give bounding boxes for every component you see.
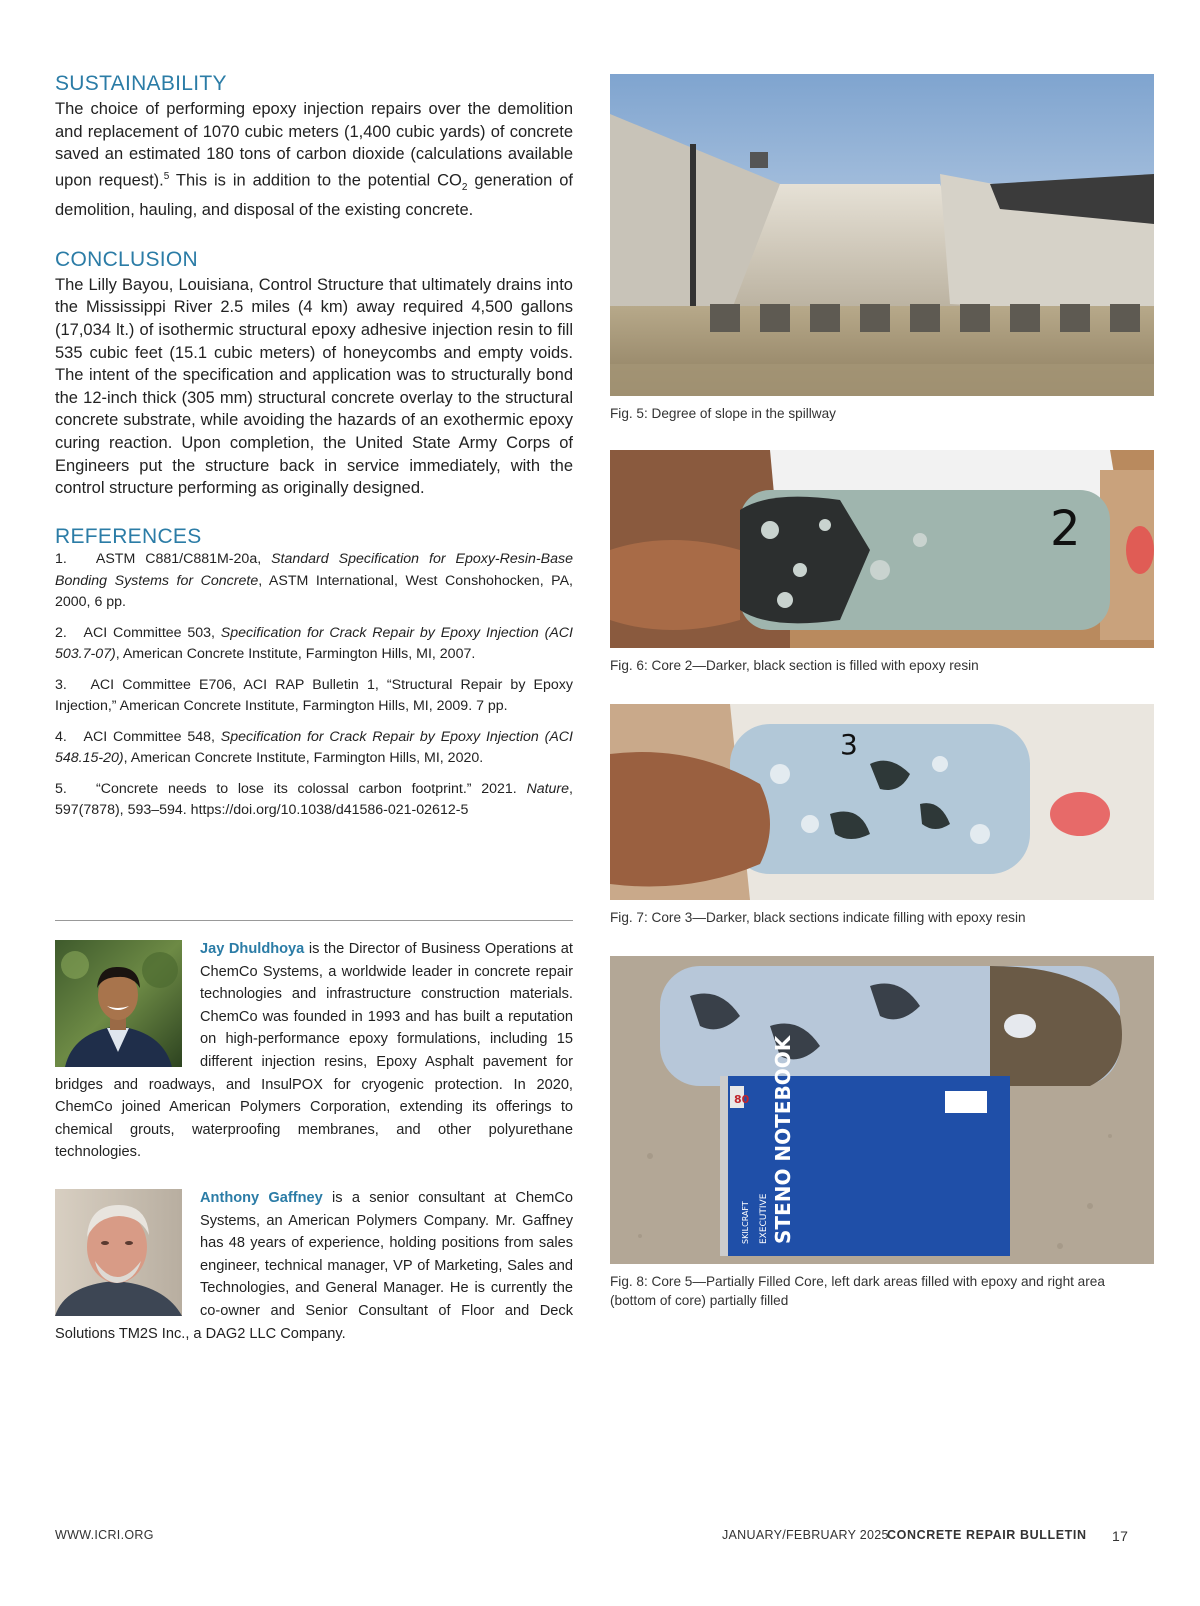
core-5-photo: [610, 956, 1154, 1264]
figure-7-caption: Fig. 7: Core 3—Darker, black sections indicate filling with epoxy resin: [610, 910, 1026, 925]
author-bio-text: is the Director of Business Operations at ChemCo Systems, a worldwide leader in concrete repair technologies and infrastructure construction materials. ChemCo was founded in 1993 and has built a reputation on high-performance epoxy formulations, including 15 different injection resins, Epoxy Asphalt pavement for bridges and roadways, and InsulPOX for cryogenic protection. In 2020, ChemCo joined American Polymers Corporation, extending its offerings to chemical grouts, waterproofing membranes, and other polyurethane technologies.: [55, 941, 573, 1161]
core-2-photo: [610, 450, 1154, 648]
author-bio-anthony: [55, 1187, 573, 1345]
notebook-count: 80: [734, 1093, 750, 1106]
sustainability-section: [55, 72, 573, 222]
author-name-jay: Jay Dhuldhoya: [200, 941, 305, 957]
conclusion-paragraph: The Lilly Bayou, Louisiana, Control Structure that ultimately drains into the Mississippi River 2.5 miles (4 km) away required 4,500 gallons (17,034 lt.) of isothermic structural epoxy adhesive injection resin to fill 535 cubic feet (15.1 cubic meters) of honeycombs and empty voids. The intent of the specification and application was to structurally bond the 12-inch thick (305 mm) structural concrete overlay to the structural concrete substrate, while avoiding the hazards of an exothermic epoxy curing reaction. Upon completion, the United State Army Corps of Engineers put the structure back in service immediately, with the control structure performing as originally designed.: [55, 275, 573, 498]
footer-publication: CONCRETE REPAIR BULLETIN: [887, 1528, 1087, 1542]
figure-7: [610, 704, 1154, 927]
notebook-brand: SKILCRAFT: [741, 1201, 750, 1244]
conclusion-heading: CONCLUSION: [55, 247, 199, 271]
notebook-title: STENO NOTEBOOK: [771, 1035, 795, 1244]
footer-issue: JANUARY/FEBRUARY 2025: [722, 1528, 889, 1542]
reference-item: 3. ACI Committee E706, ACI RAP Bulletin 1, “Structural Repair by Epoxy Injection,” American Concrete Institute, Farmington Hills, MI, 2009. 7 pp.: [55, 676, 573, 715]
left-column: [55, 72, 573, 848]
sustainability-heading: SUSTAINABILITY: [55, 72, 227, 95]
reference-item: 5. “Concrete needs to lose its colossal carbon footprint.” 2021. Nature, 597(7878), 593–594. https://doi.org/10.1038/d41586-021-02612-5: [55, 780, 573, 819]
figure-5-caption: Fig. 5: Degree of slope in the spillway: [610, 406, 836, 421]
references-section: [55, 526, 573, 822]
figure-6-caption: Fig. 6: Core 2—Darker, black section is filled with epoxy resin: [610, 658, 979, 673]
author-name-anthony: Anthony Gaffney: [200, 1190, 323, 1206]
figure-6: [610, 450, 1154, 675]
author-photo-jay: [55, 940, 182, 1067]
core-3-photo: [610, 704, 1154, 900]
conclusion-section: [55, 248, 573, 500]
author-photo-anthony: [55, 1189, 182, 1316]
core-3-mark: 3: [840, 728, 858, 761]
figure-8: [610, 956, 1154, 1310]
sustainability-paragraph: The choice of performing epoxy injection repairs over the demolition and replacement of 1070 cubic meters (1,400 cubic yards) of concrete saved an estimated 180 tons of carbon dioxide (calculations available upon request).$^5$ This is in addition to the potential $CO_2$ generation of demolition, hauling, and disposal of the existing concrete.: [55, 100, 573, 220]
author-bio-text: is a senior consultant at ChemCo Systems, an American Polymers Company. Mr. Gaffney has 48 years of experience, holding positions from sales engineer, technical manager, VP of Marketing, Sales and Technologies, and General Manager. He is currently the co-owner and Senior Consultant of Floor and Deck Solutions TM2S Inc., a DAG2 LLC Company.: [55, 1190, 573, 1342]
notebook-sub: EXECUTIVE: [759, 1193, 769, 1244]
references-heading: REFERENCES: [55, 524, 202, 548]
spillway-photo: [610, 74, 1154, 396]
bio-divider: [55, 920, 573, 921]
reference-item: 2. ACI Committee 503, Specification for Crack Repair by Epoxy Injection (ACI 503.7-07), American Concrete Institute, Farmington Hills, MI, 2007.: [55, 624, 573, 663]
footer-website: WWW.ICRI.ORG: [55, 1528, 154, 1542]
figure-5: [610, 74, 1154, 423]
figure-8-caption: Fig. 8: Core 5—Partially Filled Core, left dark areas filled with epoxy and right area (bottom of core) partially filled: [610, 1274, 1105, 1308]
footer-page-number: 17: [1112, 1528, 1129, 1544]
core-2-mark: 2: [1050, 501, 1081, 557]
reference-item: 1. ASTM C881/C881M-20a, Standard Specification for Epoxy-Resin-Base Bonding Systems for Concrete, ASTM International, West Conshohocken, PA, 2000, 6 pp.: [55, 551, 573, 611]
author-bio-jay: [55, 938, 573, 1164]
reference-item: 4. ACI Committee 548, Specification for Crack Repair by Epoxy Injection (ACI 548.15-20), American Concrete Institute, Farmington Hills, MI, 2020.: [55, 728, 573, 767]
